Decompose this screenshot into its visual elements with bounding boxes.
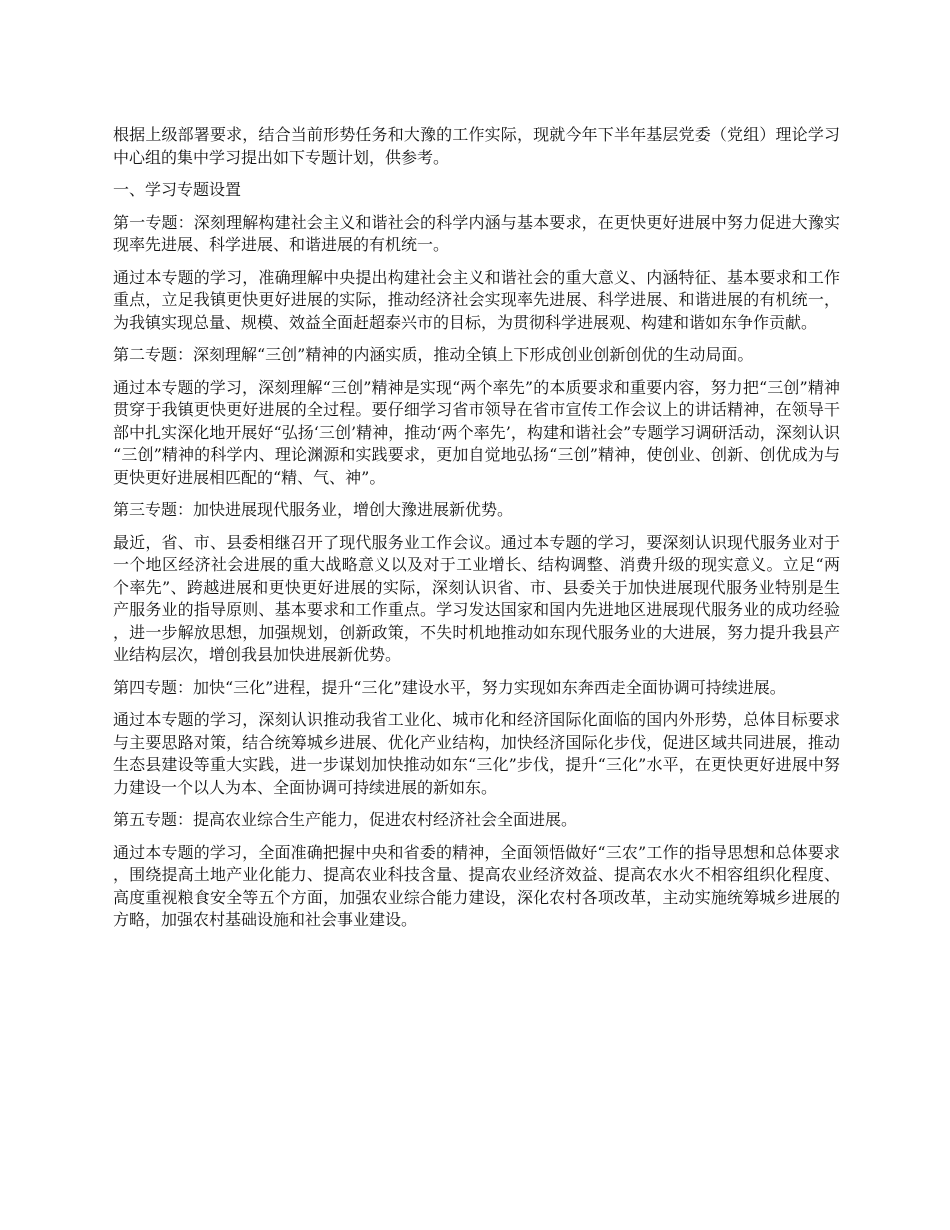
topic-5-body: 通过本专题的学习，全面准确把握中央和省委的精神，全面领悟做好“三农”工作的指导思想和总体要求，围绕提高土地产业化能力、提高农业科技含量、提高农业经济效益、提高农水火不相容组织化程度、高度重视粮食安全等五个方面，加强农业综合能力建设，深化农村各项改革，主动实施统筹城乡进展的方略，加强农村基础设施和社会事业建设。 bbox=[113, 842, 840, 929]
topic-2-body: 通过本专题的学习，深刻理解“三创”精神是实现“两个率先”的本质要求和重要内容，努力把“三创”精神贯穿于我镇更快更好进展的全过程。要仔细学习省市领导在省市宣传工作会议上的讲话精神，在领导干部中扎实深化地开展好“弘扬‘三创’精神，推动‘两个率先’，构建和谐社会”专题学习调研活动，深刻认识“三创”精神的科学内、理论渊源和实践要求，更加自觉地弘扬“三创”精神，使创业、创新、创优成为与更快更好进展相匹配的“精、气、神”。 bbox=[113, 377, 840, 487]
section-heading: 一、学习专题设置 bbox=[113, 180, 242, 199]
topic-2-title: 第二专题：深刻理解“三创”精神的内涵实质，推动全镇上下形成创业创新创优的生动局面。 bbox=[113, 345, 754, 364]
document-body bbox=[113, 124, 840, 942]
topic-1-body: 通过本专题的学习，准确理解中央提出构建社会主义和谐社会的重大意义、内涵特征、基本要求和工作重点，立足我镇更快更好进展的实际，推动经济社会实现率先进展、科学进展、和谐进展的有机统一，为我镇实现总量、规模、效益全面赶超泰兴市的目标，为贯彻科学进展观、构建和谐如东争作贡献。 bbox=[113, 267, 840, 332]
topic-5-title: 第五专题：提高农业综合生产能力，促进农村经济社会全面进展。 bbox=[113, 810, 578, 829]
topic-3-title: 第三专题：加快进展现代服务业，增创大豫进展新优势。 bbox=[113, 500, 514, 519]
topic-1-title: 第一专题：深刻理解构建社会主义和谐社会的科学内涵与基本要求，在更快更好进展中努力促进大豫实现率先进展、科学进展、和谐进展的有机统一。 bbox=[113, 212, 840, 254]
intro-paragraph: 根据上级部署要求，结合当前形势任务和大豫的工作实际，现就今年下半年基层党委（党组）理论学习中心组的集中学习提出如下专题计划，供参考。 bbox=[113, 125, 840, 167]
topic-4-body: 通过本专题的学习，深刻认识推动我省工业化、城市化和经济国际化面临的国内外形势，总体目标要求与主要思路对策，结合统筹城乡进展、优化产业结构，加快经济国际化步伐，促进区域共同进展，推动生态县建设等重大实践，进一步谋划加快推动如东“三化”步伐，提升“三化”水平，在更快更好进展中努力建设一个以人为本、全面协调可持续进展的新如东。 bbox=[113, 710, 840, 797]
topic-4-title: 第四专题：加快“三化”进程，提升“三化”建设水平，努力实现如东奔西走全面协调可持续进展。 bbox=[113, 677, 786, 697]
topic-3-body: 最近，省、市、县委相继召开了现代服务业工作会议。通过本专题的学习，要深刻认识现代服务业对于一个地区经济社会进展的重大战略意义以及对于工业增长、结构调整、消费升级的现实意义。立足“两个率先”、跨越进展和更快更好进展的实际，深刻认识省、市、县委关于加快进展现代服务业特别是生产服务业的指导原则、基本要求和工作重点。学习发达国家和国内先进地区进展现代服务业的成功经验，进一步解放思想，加强规划，创新政策，不失时机地推动如东现代服务业的大进展，努力提升我县产业结构层次，增创我县加快进展新优势。 bbox=[113, 532, 840, 664]
